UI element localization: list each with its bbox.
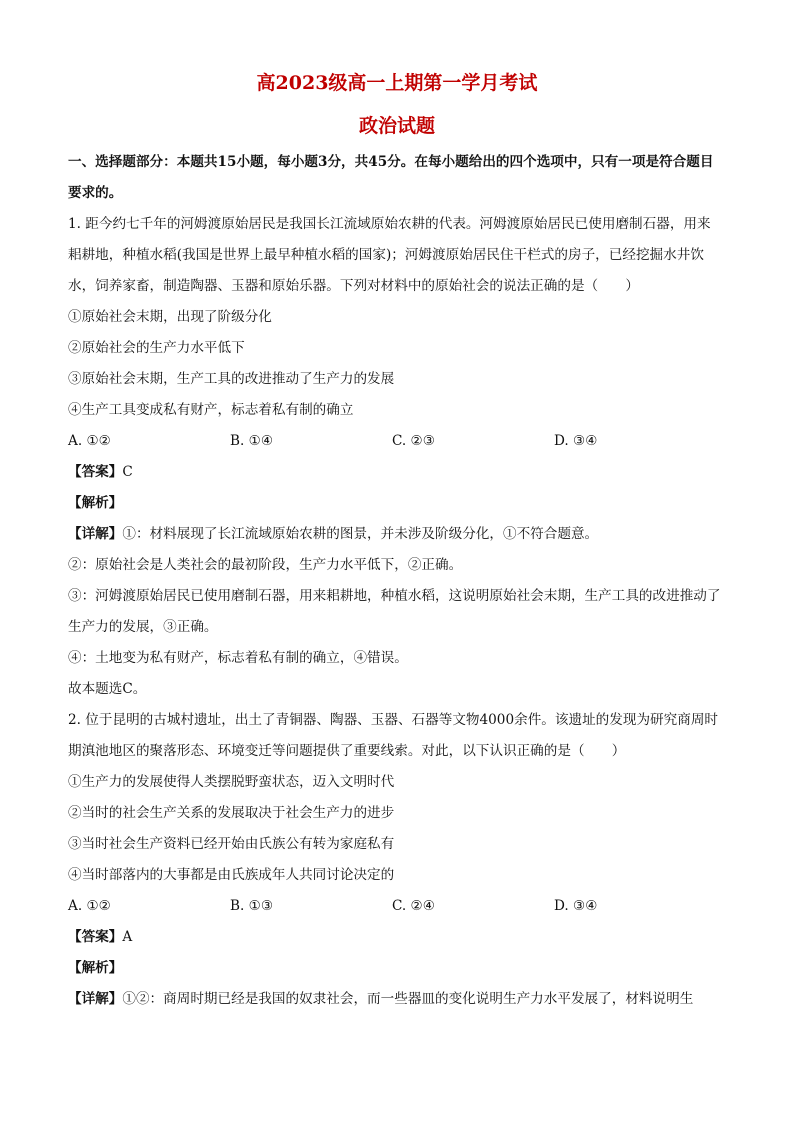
detail-text: ①：材料展现了长江流域原始农耕的图景，并未涉及阶级分化，①不符合题意。 bbox=[122, 526, 599, 542]
question-1-conclusion: 故本题选C。 bbox=[68, 681, 147, 697]
section-header: 一、选择题部分：本题共15小题，每小题3分，共45分。在每小题给出的四个选项中，只有一项是符合题目要求的。 bbox=[68, 154, 714, 201]
option-a: A. ①② bbox=[68, 898, 111, 914]
exam-body bbox=[68, 147, 724, 1015]
option-d: D. ③④ bbox=[554, 898, 598, 914]
option-b: B. ①④ bbox=[230, 433, 274, 449]
question-1-options bbox=[68, 426, 724, 457]
detail-tag: 【详解】 bbox=[68, 526, 123, 542]
answer-value: C bbox=[122, 464, 133, 480]
option-c: C. ②④ bbox=[392, 898, 435, 914]
question-1-detail: ②：原始社会是人类社会的最初阶段，生产力水平低下，②正确。 bbox=[68, 557, 463, 573]
option-d: D. ③④ bbox=[554, 433, 598, 449]
question-2-options bbox=[68, 891, 724, 922]
question-1-stem: 1. 距今约七千年的河姆渡原始居民是我国长江流域原始农耕的代表。河姆渡原始居民已使用磨制石器，用来耜耕地，种植水稻(我国是世界上最早种植水稻的国家)；河姆渡原始居民住干栏式的房子，已经挖掘水井饮水，饲养家畜，制造陶器、玉器和原始乐器。下列对材料中的原始社会的说法正确的是（ ） bbox=[68, 216, 711, 294]
question-1-detail bbox=[68, 519, 724, 550]
option-a: A. ①② bbox=[68, 433, 111, 449]
question-1-detail: ④：土地变为私有财产，标志着私有制的确立，④错误。 bbox=[68, 650, 408, 666]
question-1-item: ④生产工具变成私有财产，标志着私有制的确立 bbox=[68, 402, 354, 418]
question-2-item: ④当时部落内的大事都是由氏族成年人共同讨论决定的 bbox=[68, 867, 395, 883]
page-title: 高2023级高一上期第一学月考试 bbox=[256, 72, 538, 94]
question-2-stem: 2. 位于昆明的古城村遗址，出土了青铜器、陶器、玉器、石器等文物4000余件。该遗址的发现为研究商周时期滇池地区的聚落形态、环境变迁等问题提供了重要线索。对此，以下认识正确的是（ ） bbox=[68, 712, 719, 759]
analysis-tag: 【解析】 bbox=[68, 495, 123, 511]
analysis-tag: 【解析】 bbox=[68, 960, 123, 976]
question-2-item: ②当时的社会生产关系的发展取决于社会生产力的进步 bbox=[68, 805, 395, 821]
option-b: B. ①③ bbox=[230, 898, 274, 914]
question-2-item: ①生产力的发展使得人类摆脱野蛮状态，迈入文明时代 bbox=[68, 774, 395, 790]
question-2-detail bbox=[68, 984, 724, 1015]
question-1-detail: ③：河姆渡原始居民已使用磨制石器，用来耜耕地，种植水稻，这说明原始社会末期，生产工具的改进推动了生产力的发展，③正确。 bbox=[68, 588, 721, 635]
question-1-answer bbox=[68, 457, 724, 488]
question-1-item: ③原始社会末期，生产工具的改进推动了生产力的发展 bbox=[68, 371, 395, 387]
page-subtitle: 政治试题 bbox=[358, 115, 435, 137]
question-1-item: ②原始社会的生产力水平低下 bbox=[68, 340, 245, 356]
question-2-answer bbox=[68, 922, 724, 953]
question-2-item: ③当时社会生产资料已经开始由氏族公有转为家庭私有 bbox=[68, 836, 395, 852]
question-1-item: ①原始社会末期，出现了阶级分化 bbox=[68, 309, 272, 325]
option-c: C. ②③ bbox=[392, 433, 435, 449]
detail-tag: 【详解】 bbox=[68, 991, 123, 1007]
detail-text: ①②：商周时期已经是我国的奴隶社会，而一些器皿的变化说明生产力水平发展了，材料说明生 bbox=[122, 991, 694, 1007]
answer-tag: 【答案】 bbox=[68, 929, 123, 945]
answer-value: A bbox=[122, 929, 133, 945]
answer-tag: 【答案】 bbox=[68, 464, 123, 480]
